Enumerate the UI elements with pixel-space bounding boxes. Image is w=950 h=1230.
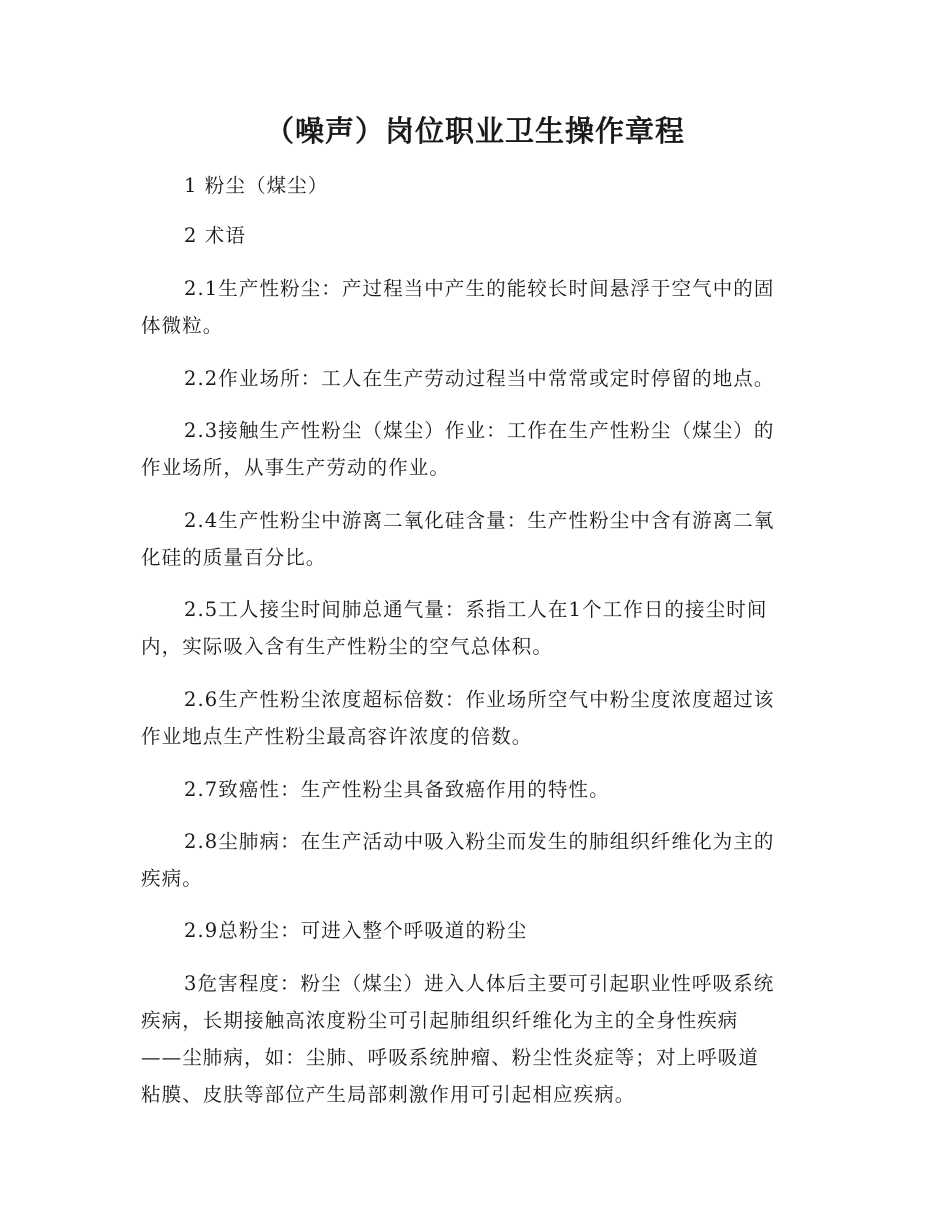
paragraph-line: 作业地点生产性粉尘最高容许浓度的倍数。	[141, 725, 533, 748]
paragraph-term-2-8	[141, 823, 811, 897]
paragraph-line: 2.4生产性粉尘中游离二氧化硅含量：生产性粉尘中含有游离二氧	[184, 509, 775, 532]
paragraph-line: 化硅的质量百分比。	[141, 546, 327, 569]
paragraph-line: 2.2作业场所：工人在生产劳动过程当中常常或定时停留的地点。	[184, 367, 775, 390]
paragraph-dust	[141, 167, 811, 204]
paragraph-hazard-level	[141, 965, 811, 1113]
paragraph-line: 内，实际吸入含有生产性粉尘的空气总体积。	[141, 635, 554, 658]
paragraph-line: 粘膜、皮肤等部位产生局部刺激作用可引起相应疾病。	[141, 1083, 636, 1106]
paragraph-term-2-5	[141, 591, 811, 665]
paragraph-line: 2.7致癌性：生产性粉尘具备致癌作用的特性。	[184, 778, 610, 801]
paragraph-line: 2.1生产性粉尘：产过程当中产生的能较长时间悬浮于空气中的固	[184, 277, 775, 300]
paragraph-line: 作业场所，从事生产劳动的作业。	[141, 456, 451, 479]
paragraph-terms-heading	[141, 217, 811, 254]
document-title: （噪声）岗位职业卫生操作章程	[264, 114, 685, 148]
paragraph-term-2-2	[141, 360, 811, 397]
paragraph-line: 体微粒。	[141, 314, 224, 337]
paragraph-line: 2.3接触生产性粉尘（煤尘）作业：工作在生产性粉尘（煤尘）的	[184, 419, 775, 442]
paragraph-line: 1 粉尘（煤尘）	[184, 174, 329, 197]
paragraph-line: 疾病。	[141, 867, 203, 890]
paragraph-line: 2 术语	[184, 224, 247, 247]
paragraph-term-2-9	[141, 912, 811, 949]
paragraph-line: 疾病，长期接触高浓度粉尘可引起肺组织纤维化为主的全身性疾病	[141, 1009, 739, 1032]
paragraph-line: 2.9总粉尘：可进入整个呼吸道的粉尘	[184, 919, 528, 942]
paragraph-line: 2.8尘肺病：在生产活动中吸入粉尘而发生的肺组织纤维化为主的	[184, 830, 775, 853]
paragraph-line: 2.6生产性粉尘浓度超标倍数：作业场所空气中粉尘度浓度超过该	[184, 688, 775, 711]
paragraph-term-2-3	[141, 412, 811, 486]
paragraph-line: 2.5工人接尘时间肺总通气量：系指工人在1个工作日的接尘时间	[184, 598, 768, 621]
paragraph-term-2-6	[141, 681, 811, 755]
paragraph-line: ——尘肺病，如：尘肺、呼吸系统肿瘤、粉尘性炎症等；对上呼吸道	[141, 1046, 760, 1069]
paragraph-term-2-1	[141, 270, 811, 344]
paragraph-line: 3危害程度：粉尘（煤尘）进入人体后主要可引起职业性呼吸系统	[184, 972, 775, 995]
paragraph-term-2-4	[141, 502, 811, 576]
paragraph-term-2-7	[141, 771, 811, 808]
